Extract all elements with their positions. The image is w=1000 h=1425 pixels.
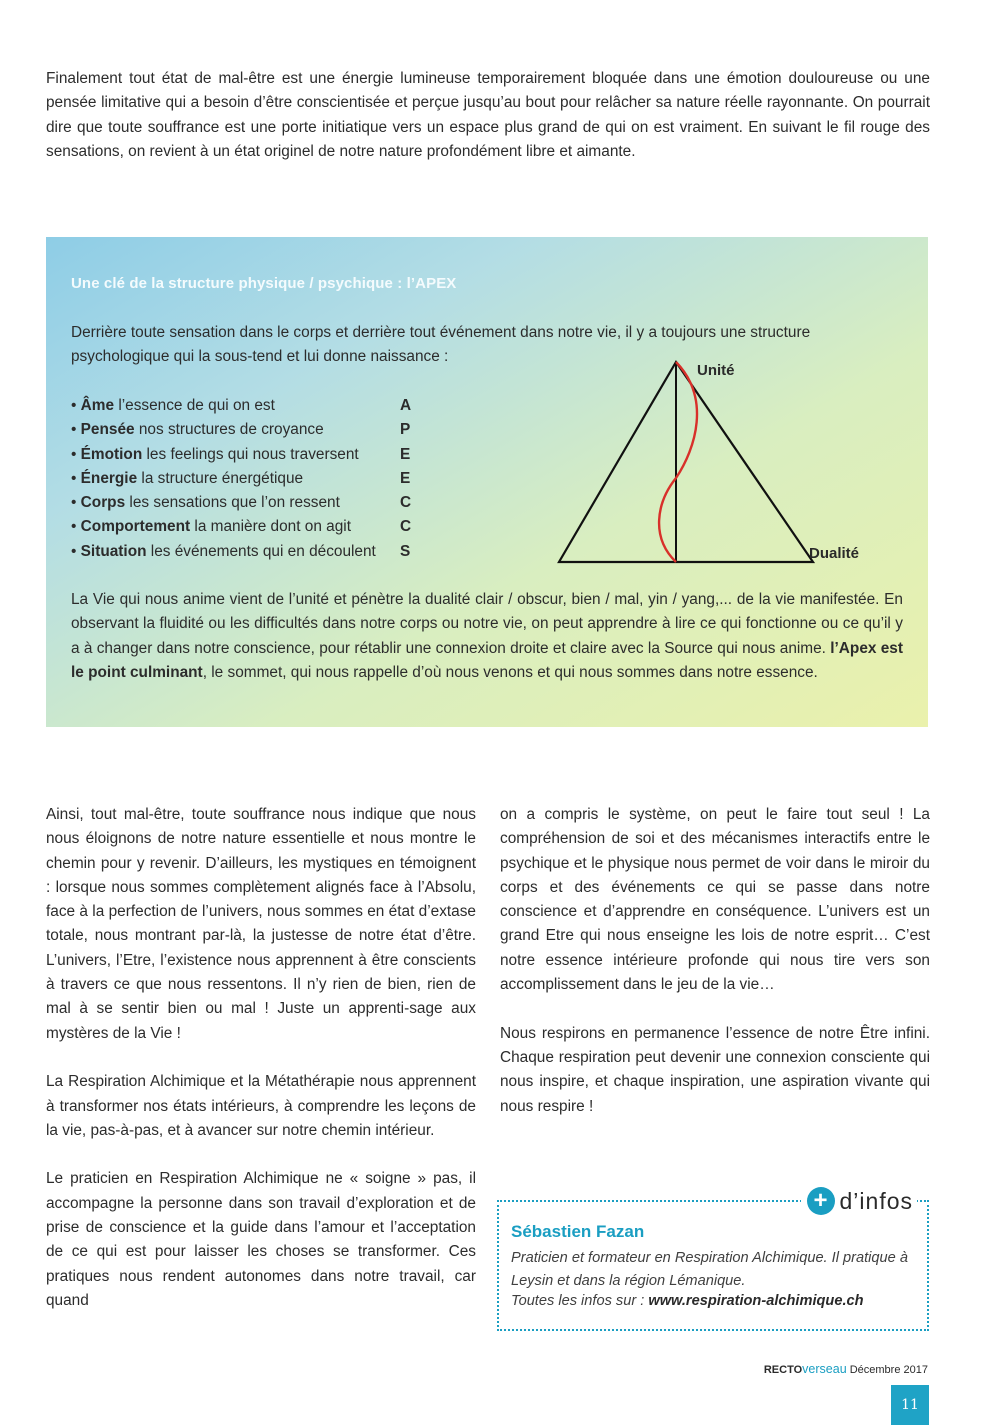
unity-label: Unité <box>697 362 735 379</box>
duality-label: Dualité <box>809 545 860 562</box>
author-name: Sébastien Fazan <box>511 1222 645 1241</box>
outro-text: La Vie qui nous anime vient de l’unité et pénètre la dualité clair / obscur, bien / mal, yin / yang,... de la vie manifestée. En observant la fluidité ou les difficultés dans notre corps ou notre vie, on peut apprendre à lire ce qui fonctionne ou ce qu’il y a à changer dans notre conscience, pour rétablir une connexion droite et claire avec la Source qui nous anime. <box>71 591 903 657</box>
apex-desc: les sensations que l’on ressent <box>129 494 340 512</box>
apex-term: Pensée <box>80 421 135 439</box>
list-item: • Corps les sensations que l’on ressent C <box>71 491 421 515</box>
outro-bold: l’Apex est le point culminant <box>71 639 903 681</box>
page-footer <box>764 1362 928 1376</box>
apex-desc: les événements qui en découlent <box>150 542 376 560</box>
list-item: • Âme l’essence de qui on est A <box>71 394 421 418</box>
apex-term: Corps <box>80 494 126 512</box>
list-item: • Émotion les feelings qui nous traversent E <box>71 443 421 467</box>
magazine-name-recto: RECTO <box>763 1364 803 1376</box>
info-header <box>801 1187 917 1215</box>
info-heading: d’infos <box>839 1187 913 1214</box>
magazine-name-verseau: verseau <box>802 1362 847 1376</box>
apex-list <box>71 394 421 564</box>
list-item: • Pensée nos structures de croyance P <box>71 418 421 442</box>
apex-letter: A <box>400 397 412 414</box>
list-item: • Comportement la manière dont on agit C <box>71 515 421 539</box>
flow-curve <box>659 362 697 562</box>
apex-letter: S <box>400 542 411 560</box>
author-description: Praticien et formateur en Respiration Alchimique. Il pratique à Leysin et dans la région Lémanique. <box>511 1250 908 1289</box>
apex-term: Situation <box>80 542 147 560</box>
apex-box-intro: Derrière toute sensation dans le corps et derrière tout événement dans notre vie, il y a toujours une structure psychologique qui la sous-tend et lui donne naissance : <box>71 324 811 366</box>
left-column <box>46 803 476 1338</box>
apex-letter: P <box>400 421 411 439</box>
intro-paragraph: Finalement tout état de mal-être est une énergie lumineuse temporairement bloquée dans une émotion douloureuse ou une pensée limitative qui a besoin d’être conscientisée et perçue jusqu’au bout pour relâcher sa nature réelle rayonnante. On pourrait dire que toute souffrance est une porte initiatique vers un espace plus grand de qui on est vraiment. En suivant le fil rouge des sensations, on revient à un état originel de notre nature profondément libre et aimante. <box>46 70 930 160</box>
body-paragraph: Le praticien en Respiration Alchimique ne « soigne » pas, il accompagne la personne dans son travail d’exploration et de prise de conscience et la guide dans l’amour et l’acceptation de ce qui est pour laisser les choses se transformer. Ces pratiques nous rendent autonomes dans notre travail, car quand <box>46 1170 476 1309</box>
apex-box <box>46 237 928 727</box>
apex-desc: l’essence de qui on est <box>118 397 275 414</box>
website-link[interactable]: www.respiration-alchimique.ch <box>648 1293 864 1309</box>
apex-letter: E <box>400 445 411 463</box>
apex-desc: la manière dont on agit <box>194 518 351 536</box>
apex-term: Émotion <box>80 445 143 463</box>
outro-end: , le sommet, qui nous rappelle d’où nous venons et qui nous sommes dans notre essence. <box>202 663 818 681</box>
list-item: • Situation les événements qui en découlent S <box>71 540 421 564</box>
apex-term: Énergie <box>80 469 138 487</box>
body-paragraph: Nous respirons en permanence l’essence de notre Être infini. Chaque respiration peut devenir une connexion consciente qui nous inspire, et chaque inspiration, une aspiration vivante qui nous respire ! <box>500 1024 930 1115</box>
apex-letter: C <box>400 494 412 512</box>
apex-desc: la structure énergétique <box>141 469 304 487</box>
apex-letter: C <box>400 518 412 536</box>
author-link-line <box>511 1293 864 1309</box>
body-paragraph: on a compris le système, on peut le faire tout seul ! La compréhension de soi et des mécanismes interactifs entre le psychique et le physique nous permet de voir dans le miroir du corps et des événements ce qui se passe dans notre conscience et d’apprendre en conséquence. L’univers est un grand Etre qui nous enseigne les lois de notre esprit… C’est notre essence intérieure profonde qui nous tire vers son accomplissement dans le jeu de la vie… <box>500 806 930 994</box>
plus-icon: + <box>807 1187 835 1215</box>
apex-desc: nos structures de croyance <box>138 421 324 439</box>
issue-date: Décembre 2017 <box>849 1364 928 1376</box>
body-paragraph: Ainsi, tout mal-être, toute souffrance nous indique que nous nous éloignons de notre nature essentielle et nous montre le chemin pour y revenir. D’ailleurs, les mystiques en témoignent : lorsque nous sommes complètement alignés face à l’Absolu, face à la perfection de l’univers, nous sommes en état d’extase totale, nous montrant par-là, la justesse de notre état d’être. L’univers, l’Etre, l’existence nous apprennent à être conscients à travers ce que nous ressentons. Il n’y rien de bien, rien de mal à se sentir bien ou mal ! Juste un apprenti-sage aux mystères de la Vie ! <box>46 806 476 1042</box>
page-number: 11 <box>891 1385 929 1425</box>
list-item: • Énergie la structure énergétique E <box>71 467 421 491</box>
apex-triangle-diagram <box>551 353 891 568</box>
apex-term: Âme <box>80 397 115 414</box>
apex-term: Comportement <box>80 518 191 536</box>
apex-letter: E <box>400 469 411 487</box>
apex-box-title: Une clé de la structure physique / psychique : l’APEX <box>71 275 457 292</box>
right-column <box>500 803 930 1143</box>
link-prefix: Toutes les infos sur : <box>511 1293 649 1309</box>
info-box <box>497 1187 929 1331</box>
body-paragraph: La Respiration Alchimique et la Métathérapie nous apprennent à transformer nos états intérieurs, à comprendre les leçons de la vie, pas-à-pas, et à avancer sur notre chemin intérieur. <box>46 1073 476 1139</box>
apex-box-outro <box>71 588 903 685</box>
apex-desc: les feelings qui nous traversent <box>146 445 359 463</box>
